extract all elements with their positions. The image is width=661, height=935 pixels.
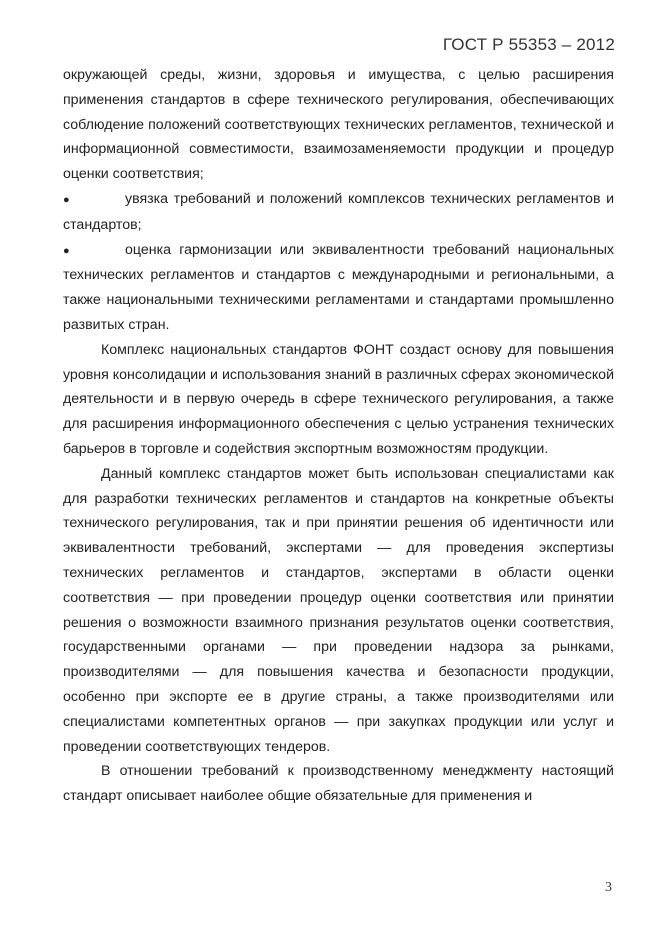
page-number: 3: [605, 880, 612, 895]
bullet-item: [63, 238, 614, 338]
document-body: [63, 63, 614, 809]
continuation-paragraph: окружающей среды, жизни, здоровья и имущества, с целью расширения применения стандартов в сфере технического регулирования, обеспечивающих соблюдение положений соответствующих технических регламентов, технической и информационной совместимости, взаимозаменяемости продукции и процедур оценки соответствия;: [63, 67, 614, 183]
bullet-text: увязка требований и положений комплексов технических регламентов и стандартов;: [63, 190, 614, 233]
body-paragraph: Данный комплекс стандартов может быть использован специалистами как для разработки технических регламентов и стандартов на конкретные объекты технического регулирования, так и при принятии решения об идентичности или эквивалентности требований, экспертами — для проведения экспертизы технических регламентов и стандартов, экспертами в области оценки соответствия — при проведении процедур оценки соответствия или принятии решения о возможности взаимного признания результатов оценки соответствия, государственными органами — при проведении надзора за рынками, производителями — для повышения качества и безопасности продукции, особенно при экспорте ее в другие страны, а также производителями или специалистами компетентных органов — при закупках продукции или услуг и проведении соответствующих тендеров.: [63, 465, 614, 755]
bullet-item: [63, 187, 614, 238]
bullet-text: оценка гармонизации или эквивалентности требований национальных технических регламентов и стандартов с международными и региональными, а также национальными техническими регламентами и стандартами промышленно развитых стран.: [63, 241, 614, 333]
body-paragraph: Комплекс национальных стандартов ФОНТ создаст основу для повышения уровня консолидации и использования знаний в различных сферах экономической деятельности и в первую очередь в сфере технического регулирования, а также для расширения информационного обеспечения с целью устранения технических барьеров в торговле и содействия экспортным возможностям продукции.: [63, 341, 614, 457]
bullet-dot-icon: ●: [63, 244, 70, 257]
standard-header: ГОСТ Р 55353 – 2012: [442, 35, 615, 54]
bullet-dot-icon: ●: [63, 193, 70, 206]
body-paragraph: В отношении требований к производственному менеджменту настоящий стандарт описывает наиболее общие обязательные для применения и: [63, 763, 614, 805]
